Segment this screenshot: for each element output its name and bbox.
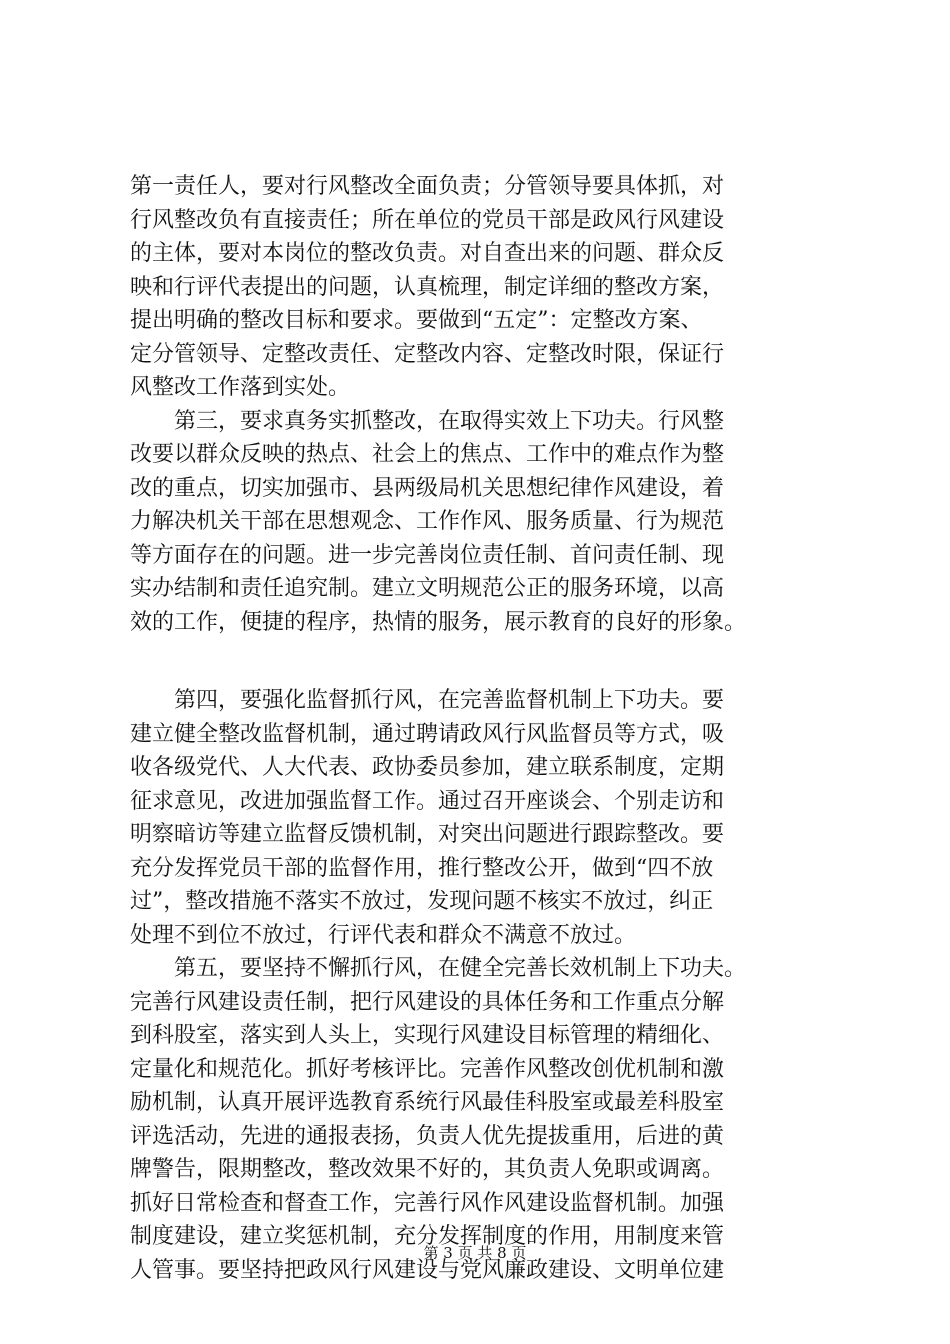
text-line: 效的工作，便捷的程序，热情的服务，展示教育的良好的形象。 — [130, 609, 747, 635]
text-line: 建立健全整改监督机制，通过聘请政风行风监督员等方式，吸 — [130, 721, 725, 747]
text-line: 处理不到位不放过，行评代表和群众不满意不放过。 — [130, 922, 637, 948]
text-line: 评选活动，先进的通报表扬，负责人优先提拔重用，后进的黄 — [130, 1123, 725, 1149]
text-line: 等方面存在的问题。进一步完善岗位责任制、首问责任制、现 — [130, 542, 725, 568]
text-line: 实办结制和责任追究制。建立文明规范公正的服务环境，以高 — [130, 576, 725, 601]
text-line: 到科股室，落实到人头上，实现行风建设目标管理的精细化、 — [130, 1023, 725, 1048]
document-body — [130, 170, 830, 1287]
text-line: 的主体，要对本岗位的整改负责。对自查出来的问题、群众反 — [130, 241, 725, 266]
text-line: 牌警告，限期整改，整改效果不好的，其负责人免职或调离。 — [130, 1157, 725, 1182]
text-line: 第一责任人，要对行风整改全面负责；分管领导要具体抓，对 — [130, 174, 725, 199]
paragraph — [130, 952, 830, 1287]
paragraph — [130, 170, 830, 405]
paragraph — [130, 405, 830, 640]
text-line: 改要以群众反映的热点、社会上的焦点、工作中的难点作为整 — [130, 442, 725, 467]
text-line: 励机制，认真开展评选教育系统行风最佳科股室或最差科股室 — [130, 1090, 725, 1115]
text-line: 行风整改负有直接责任；所在单位的党员干部是政风行风建设 — [130, 207, 725, 233]
text-line: 充分发挥党员干部的监督作用，推行整改公开，做到“四不放 — [130, 855, 714, 881]
paragraph-gap — [130, 639, 830, 684]
text-line: 定分管领导、定整改责任、定整改内容、定整改时限，保证行 — [130, 341, 725, 367]
text-line: 抓好日常检查和督查工作，完善行风作风建设监督机制。加强 — [130, 1190, 725, 1216]
text-line: 提出明确的整改目标和要求。要做到“五定”：定整改方案、 — [130, 308, 703, 333]
text-line: 过”，整改措施不落实不放过，发现问题不核实不放过，纠正 — [130, 889, 714, 914]
text-line: 映和行评代表提出的问题，认真梳理，制定详细的整改方案， — [130, 274, 725, 300]
text-line: 完善行风建设责任制，把行风建设的具体任务和工作重点分解 — [130, 989, 725, 1015]
text-line: 明察暗访等建立监督反馈机制，对突出问题进行跟踪整改。要 — [130, 822, 725, 847]
text-line: 收各级党代、人大代表、政协委员参加，建立联系制度，定期 — [130, 755, 725, 780]
text-line: 人管事。要坚持把政风行风建设与党风廉政建设、文明单位建 — [130, 1257, 725, 1283]
paragraph — [130, 684, 830, 952]
text-line: 改的重点，切实加强市、县两级局机关思想纪律作风建设，着 — [130, 475, 725, 501]
page-footer: 第 3 页 共 8 页 — [423, 1244, 527, 1262]
text-line: 第三，要求真务实抓整改，在取得实效上下功夫。行风整 — [130, 408, 725, 434]
text-line: 第五，要坚持不懈抓行风，在健全完善长效机制上下功夫。 — [130, 956, 747, 981]
text-line: 制度建设，建立奖惩机制，充分发挥制度的作用，用制度来管 — [130, 1224, 725, 1249]
text-line: 风整改工作落到实处。 — [130, 375, 351, 400]
text-line: 征求意见，改进加强监督工作。通过召开座谈会、个别走访和 — [130, 788, 725, 814]
text-line: 第四，要强化监督抓行风，在完善监督机制上下功夫。要 — [130, 688, 725, 713]
text-line: 力解决机关干部在思想观念、工作作风、服务质量、行为规范 — [130, 509, 725, 534]
text-line: 定量化和规范化。抓好考核评比。完善作风整改创优机制和激 — [130, 1056, 725, 1082]
